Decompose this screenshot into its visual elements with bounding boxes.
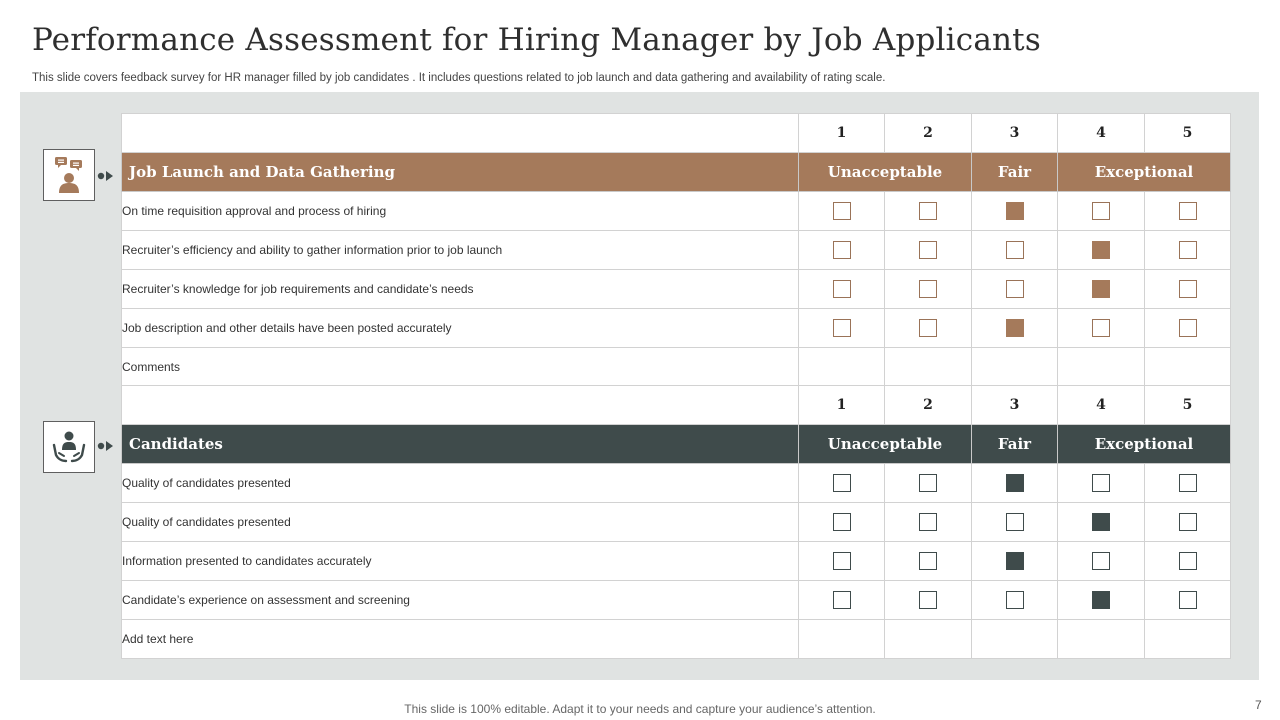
question-row	[122, 231, 1231, 270]
add-text-row	[122, 620, 1231, 659]
rating-checkbox-4[interactable]	[1092, 591, 1110, 609]
scale-number: 3	[972, 114, 1058, 153]
add-text-label[interactable]: Add text here	[122, 620, 799, 659]
rating-checkbox-2[interactable]	[919, 552, 937, 570]
rating-checkbox-3[interactable]	[1006, 474, 1024, 492]
rating-checkbox-4[interactable]	[1092, 552, 1110, 570]
scale-number-row	[122, 114, 1231, 153]
question-text: Information presented to candidates accurately	[122, 542, 799, 581]
scale-number: 3	[972, 386, 1058, 425]
scale-number-row	[122, 386, 1231, 425]
rating-checkbox-2[interactable]	[919, 319, 937, 337]
rating-checkbox-1[interactable]	[833, 241, 851, 259]
rating-checkbox-2[interactable]	[919, 202, 937, 220]
rating-checkbox-4[interactable]	[1092, 280, 1110, 298]
rating-checkbox-2[interactable]	[919, 474, 937, 492]
footer-note: This slide is 100% editable. Adapt it to your needs and capture your audience’s attention.	[404, 702, 876, 716]
question-row	[122, 542, 1231, 581]
rating-checkbox-3[interactable]	[1006, 280, 1024, 298]
section-title: Job Launch and Data Gathering	[122, 153, 799, 192]
rating-checkbox-5[interactable]	[1179, 474, 1197, 492]
rating-checkbox-4[interactable]	[1092, 202, 1110, 220]
person-hands-icon	[43, 421, 95, 473]
question-row	[122, 464, 1231, 503]
rating-checkbox-3[interactable]	[1006, 513, 1024, 531]
rating-checkbox-1[interactable]	[833, 202, 851, 220]
rating-label-exceptional: Exceptional	[1058, 153, 1231, 192]
rating-checkbox-1[interactable]	[833, 591, 851, 609]
rating-checkbox-4[interactable]	[1092, 474, 1110, 492]
page-number: 7	[1255, 698, 1262, 712]
question-row	[122, 309, 1231, 348]
question-row	[122, 192, 1231, 231]
rating-checkbox-1[interactable]	[833, 319, 851, 337]
rating-checkbox-3[interactable]	[1006, 552, 1024, 570]
scale-number: 1	[799, 386, 885, 425]
survey-table-job-launch	[121, 113, 1231, 387]
scale-number: 1	[799, 114, 885, 153]
section-header-row	[122, 153, 1231, 192]
question-text: Quality of candidates presented	[122, 464, 799, 503]
question-row	[122, 503, 1231, 542]
rating-checkbox-4[interactable]	[1092, 241, 1110, 259]
question-rows	[122, 192, 1231, 348]
rating-checkbox-3[interactable]	[1006, 241, 1024, 259]
rating-checkbox-5[interactable]	[1179, 241, 1197, 259]
arrow-right-icon	[97, 440, 117, 452]
comments-label[interactable]: Comments	[122, 348, 799, 387]
rating-label-exceptional: Exceptional	[1058, 425, 1231, 464]
rating-checkbox-1[interactable]	[833, 280, 851, 298]
scale-number: 2	[885, 386, 972, 425]
question-text: Job description and other details have been posted accurately	[122, 309, 799, 348]
rating-label-fair: Fair	[972, 153, 1058, 192]
rating-label-fair: Fair	[972, 425, 1058, 464]
rating-checkbox-4[interactable]	[1092, 319, 1110, 337]
scale-number: 2	[885, 114, 972, 153]
chat-person-icon	[43, 149, 95, 201]
rating-checkbox-2[interactable]	[919, 280, 937, 298]
rating-label-unacceptable: Unacceptable	[799, 425, 972, 464]
rating-checkbox-5[interactable]	[1179, 319, 1197, 337]
rating-checkbox-2[interactable]	[919, 241, 937, 259]
rating-label-unacceptable: Unacceptable	[799, 153, 972, 192]
rating-checkbox-5[interactable]	[1179, 591, 1197, 609]
section-title: Candidates	[122, 425, 799, 464]
rating-checkbox-5[interactable]	[1179, 202, 1197, 220]
question-text: Quality of candidates presented	[122, 503, 799, 542]
question-row	[122, 270, 1231, 309]
rating-checkbox-4[interactable]	[1092, 513, 1110, 531]
rating-checkbox-1[interactable]	[833, 552, 851, 570]
rating-checkbox-3[interactable]	[1006, 202, 1024, 220]
question-rows	[122, 464, 1231, 620]
rating-checkbox-1[interactable]	[833, 513, 851, 531]
rating-checkbox-1[interactable]	[833, 474, 851, 492]
scale-number: 5	[1145, 114, 1231, 153]
rating-checkbox-2[interactable]	[919, 591, 937, 609]
scale-number: 4	[1058, 114, 1145, 153]
comments-row	[122, 348, 1231, 387]
scale-number: 5	[1145, 386, 1231, 425]
rating-checkbox-3[interactable]	[1006, 319, 1024, 337]
question-text: Candidate’s experience on assessment and screening	[122, 581, 799, 620]
question-text: On time requisition approval and process of hiring	[122, 192, 799, 231]
section-header-row	[122, 425, 1231, 464]
rating-checkbox-2[interactable]	[919, 513, 937, 531]
rating-checkbox-5[interactable]	[1179, 513, 1197, 531]
survey-table-candidates	[121, 385, 1231, 659]
rating-checkbox-3[interactable]	[1006, 591, 1024, 609]
question-row	[122, 581, 1231, 620]
slide-subtitle: This slide covers feedback survey for HR manager filled by job candidates . It includes questions related to job launch and data gathering and availability of rating scale.	[32, 72, 886, 84]
rating-checkbox-5[interactable]	[1179, 280, 1197, 298]
scale-number: 4	[1058, 386, 1145, 425]
question-text: Recruiter’s efficiency and ability to gather information prior to job launch	[122, 231, 799, 270]
rating-checkbox-5[interactable]	[1179, 552, 1197, 570]
slide-title: Performance Assessment for Hiring Manager by Job Applicants	[32, 22, 1041, 58]
question-text: Recruiter’s knowledge for job requirements and candidate’s needs	[122, 270, 799, 309]
arrow-right-icon	[97, 170, 117, 182]
